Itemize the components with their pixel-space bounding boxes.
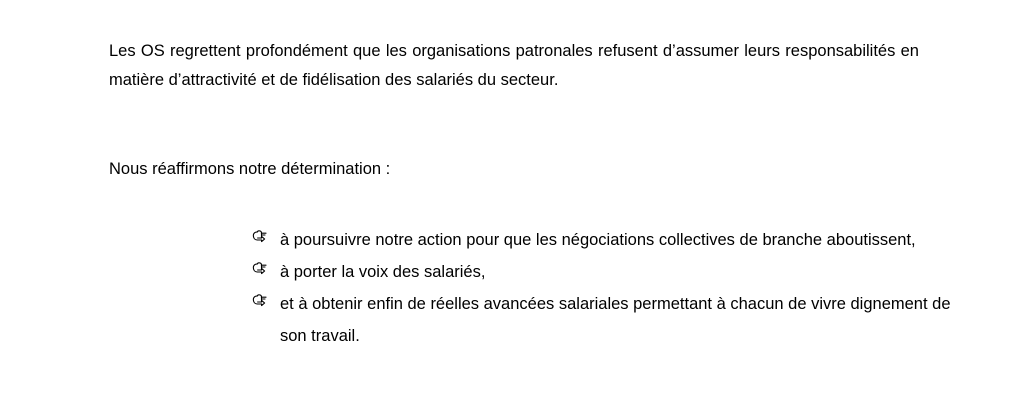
pointing-hand-icon <box>252 256 274 280</box>
determination-line: Nous réaffirmons notre détermination : <box>109 159 391 178</box>
list-item <box>252 224 952 256</box>
determination-bullet-list <box>252 224 952 352</box>
list-item <box>252 288 952 352</box>
list-item <box>252 256 952 288</box>
intro-paragraph: Les OS regrettent profondément que les organisations patronales refusent d’assumer leurs responsabilités en matière d’attractivité et de fidélisation des salariés du secteur. <box>109 41 919 89</box>
list-item-label: à porter la voix des salariés, <box>280 263 486 281</box>
pointing-hand-icon <box>252 224 274 248</box>
list-item-label: à poursuivre notre action pour que les négociations collectives de branche aboutissent, <box>280 231 916 249</box>
list-item-label: et à obtenir enfin de réelles avancées salariales permettant à chacun de vivre dignement de son travail. <box>280 295 951 345</box>
pointing-hand-icon <box>252 288 274 312</box>
